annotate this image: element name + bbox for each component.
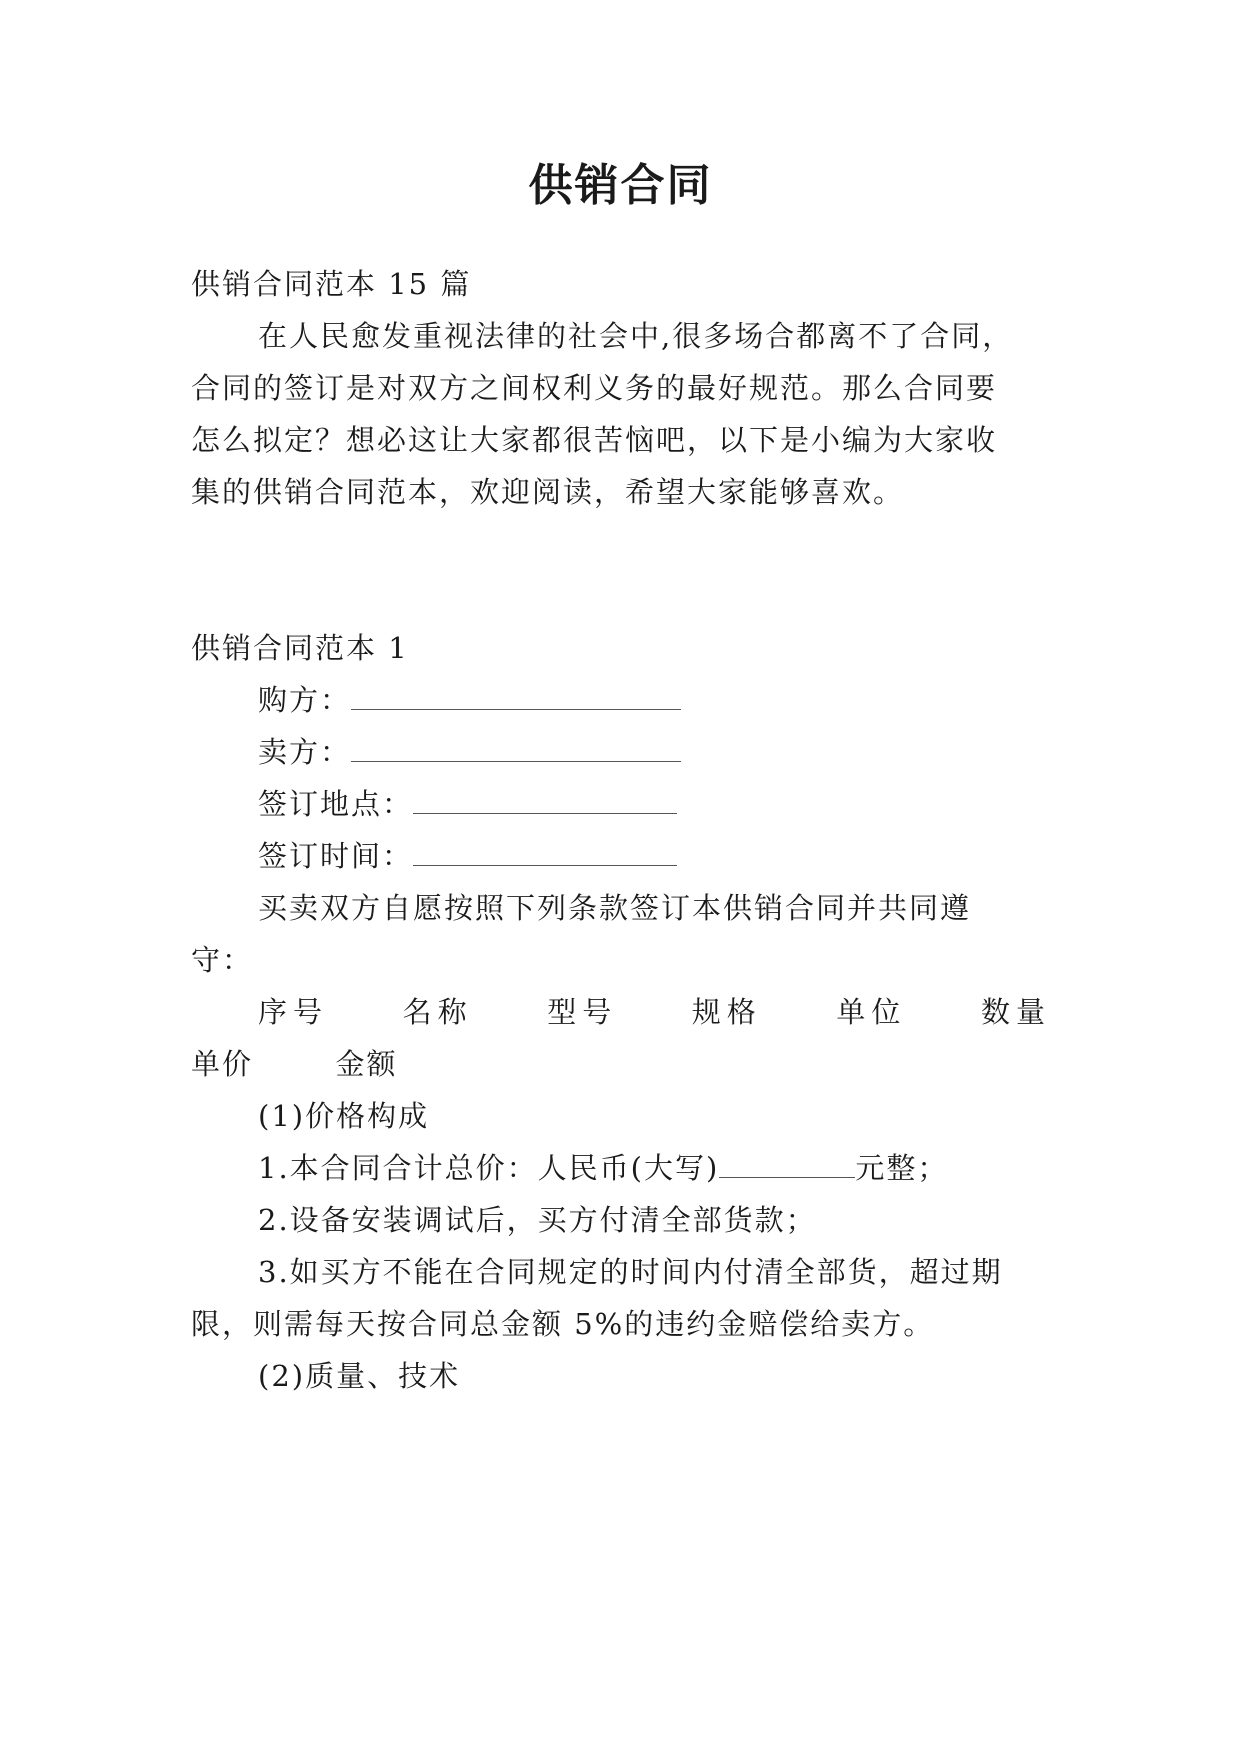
col-name: 名称: [402, 995, 473, 1029]
place-field: [258, 784, 1118, 824]
price-item-1-prefix: 1.本合同合计总价：人民币(大写): [258, 1151, 720, 1185]
table-header-row: [258, 992, 1051, 1032]
col-unit: 单位: [836, 995, 907, 1029]
total-price-blank: [719, 1155, 855, 1178]
col-unit-price: 单价: [191, 1047, 254, 1081]
section-heading: 供销合同范本 1: [191, 631, 409, 665]
intro-line-3: 怎么拟定？想必这让大家都很苦恼吧，以下是小编为大家收: [191, 423, 998, 457]
price-item-3-line-2: 限，则需每天按合同总金额 5%的违约金赔偿给卖方。: [191, 1307, 935, 1341]
seller-field: [258, 732, 1118, 772]
seller-blank: [351, 739, 681, 762]
intro-line-4: 集的供销合同范本，欢迎阅读，希望大家能够喜欢。: [191, 475, 905, 509]
agreement-line-1: 买卖双方自愿按照下列条款签订本供销合同并共同遵: [258, 891, 972, 925]
document-title: 供销合同: [528, 160, 713, 211]
table-header-row-2: [191, 1044, 1051, 1084]
buyer-label: 购方：: [258, 683, 352, 717]
agreement-line-2: 守：: [191, 943, 254, 977]
col-spec: 规格: [691, 995, 762, 1029]
time-field: [258, 836, 1118, 876]
time-blank: [413, 843, 677, 866]
place-label: 签订地点：: [258, 787, 414, 821]
place-blank: [413, 791, 677, 814]
col-amount: 金额: [335, 1047, 398, 1081]
seller-label: 卖方：: [258, 735, 352, 769]
col-model: 型号: [547, 995, 618, 1029]
buyer-field: [258, 680, 1118, 720]
col-quantity: 数量: [980, 995, 1051, 1029]
buyer-blank: [351, 687, 681, 710]
intro-line-1: 在人民愈发重视法律的社会中,很多场合都离不了合同，: [258, 319, 1014, 353]
price-item-3-line-1: 3.如买方不能在合同规定的时间内付清全部货，超过期: [258, 1255, 1003, 1289]
price-item-1-suffix: 元整；: [855, 1151, 949, 1185]
intro-line-2: 合同的签订是对双方之间权利义务的最好规范。那么合同要: [191, 371, 998, 405]
col-serial: 序号: [258, 995, 329, 1029]
intro-heading: 供销合同范本 15 篇: [191, 267, 472, 301]
quality-heading: (2)质量、技术: [258, 1359, 461, 1393]
price-heading: (1)价格构成: [258, 1099, 430, 1133]
price-item-1: [258, 1148, 1118, 1188]
price-item-2: 2.设备安装调试后，买方付清全部货款；: [258, 1203, 817, 1237]
time-label: 签订时间：: [258, 839, 414, 873]
